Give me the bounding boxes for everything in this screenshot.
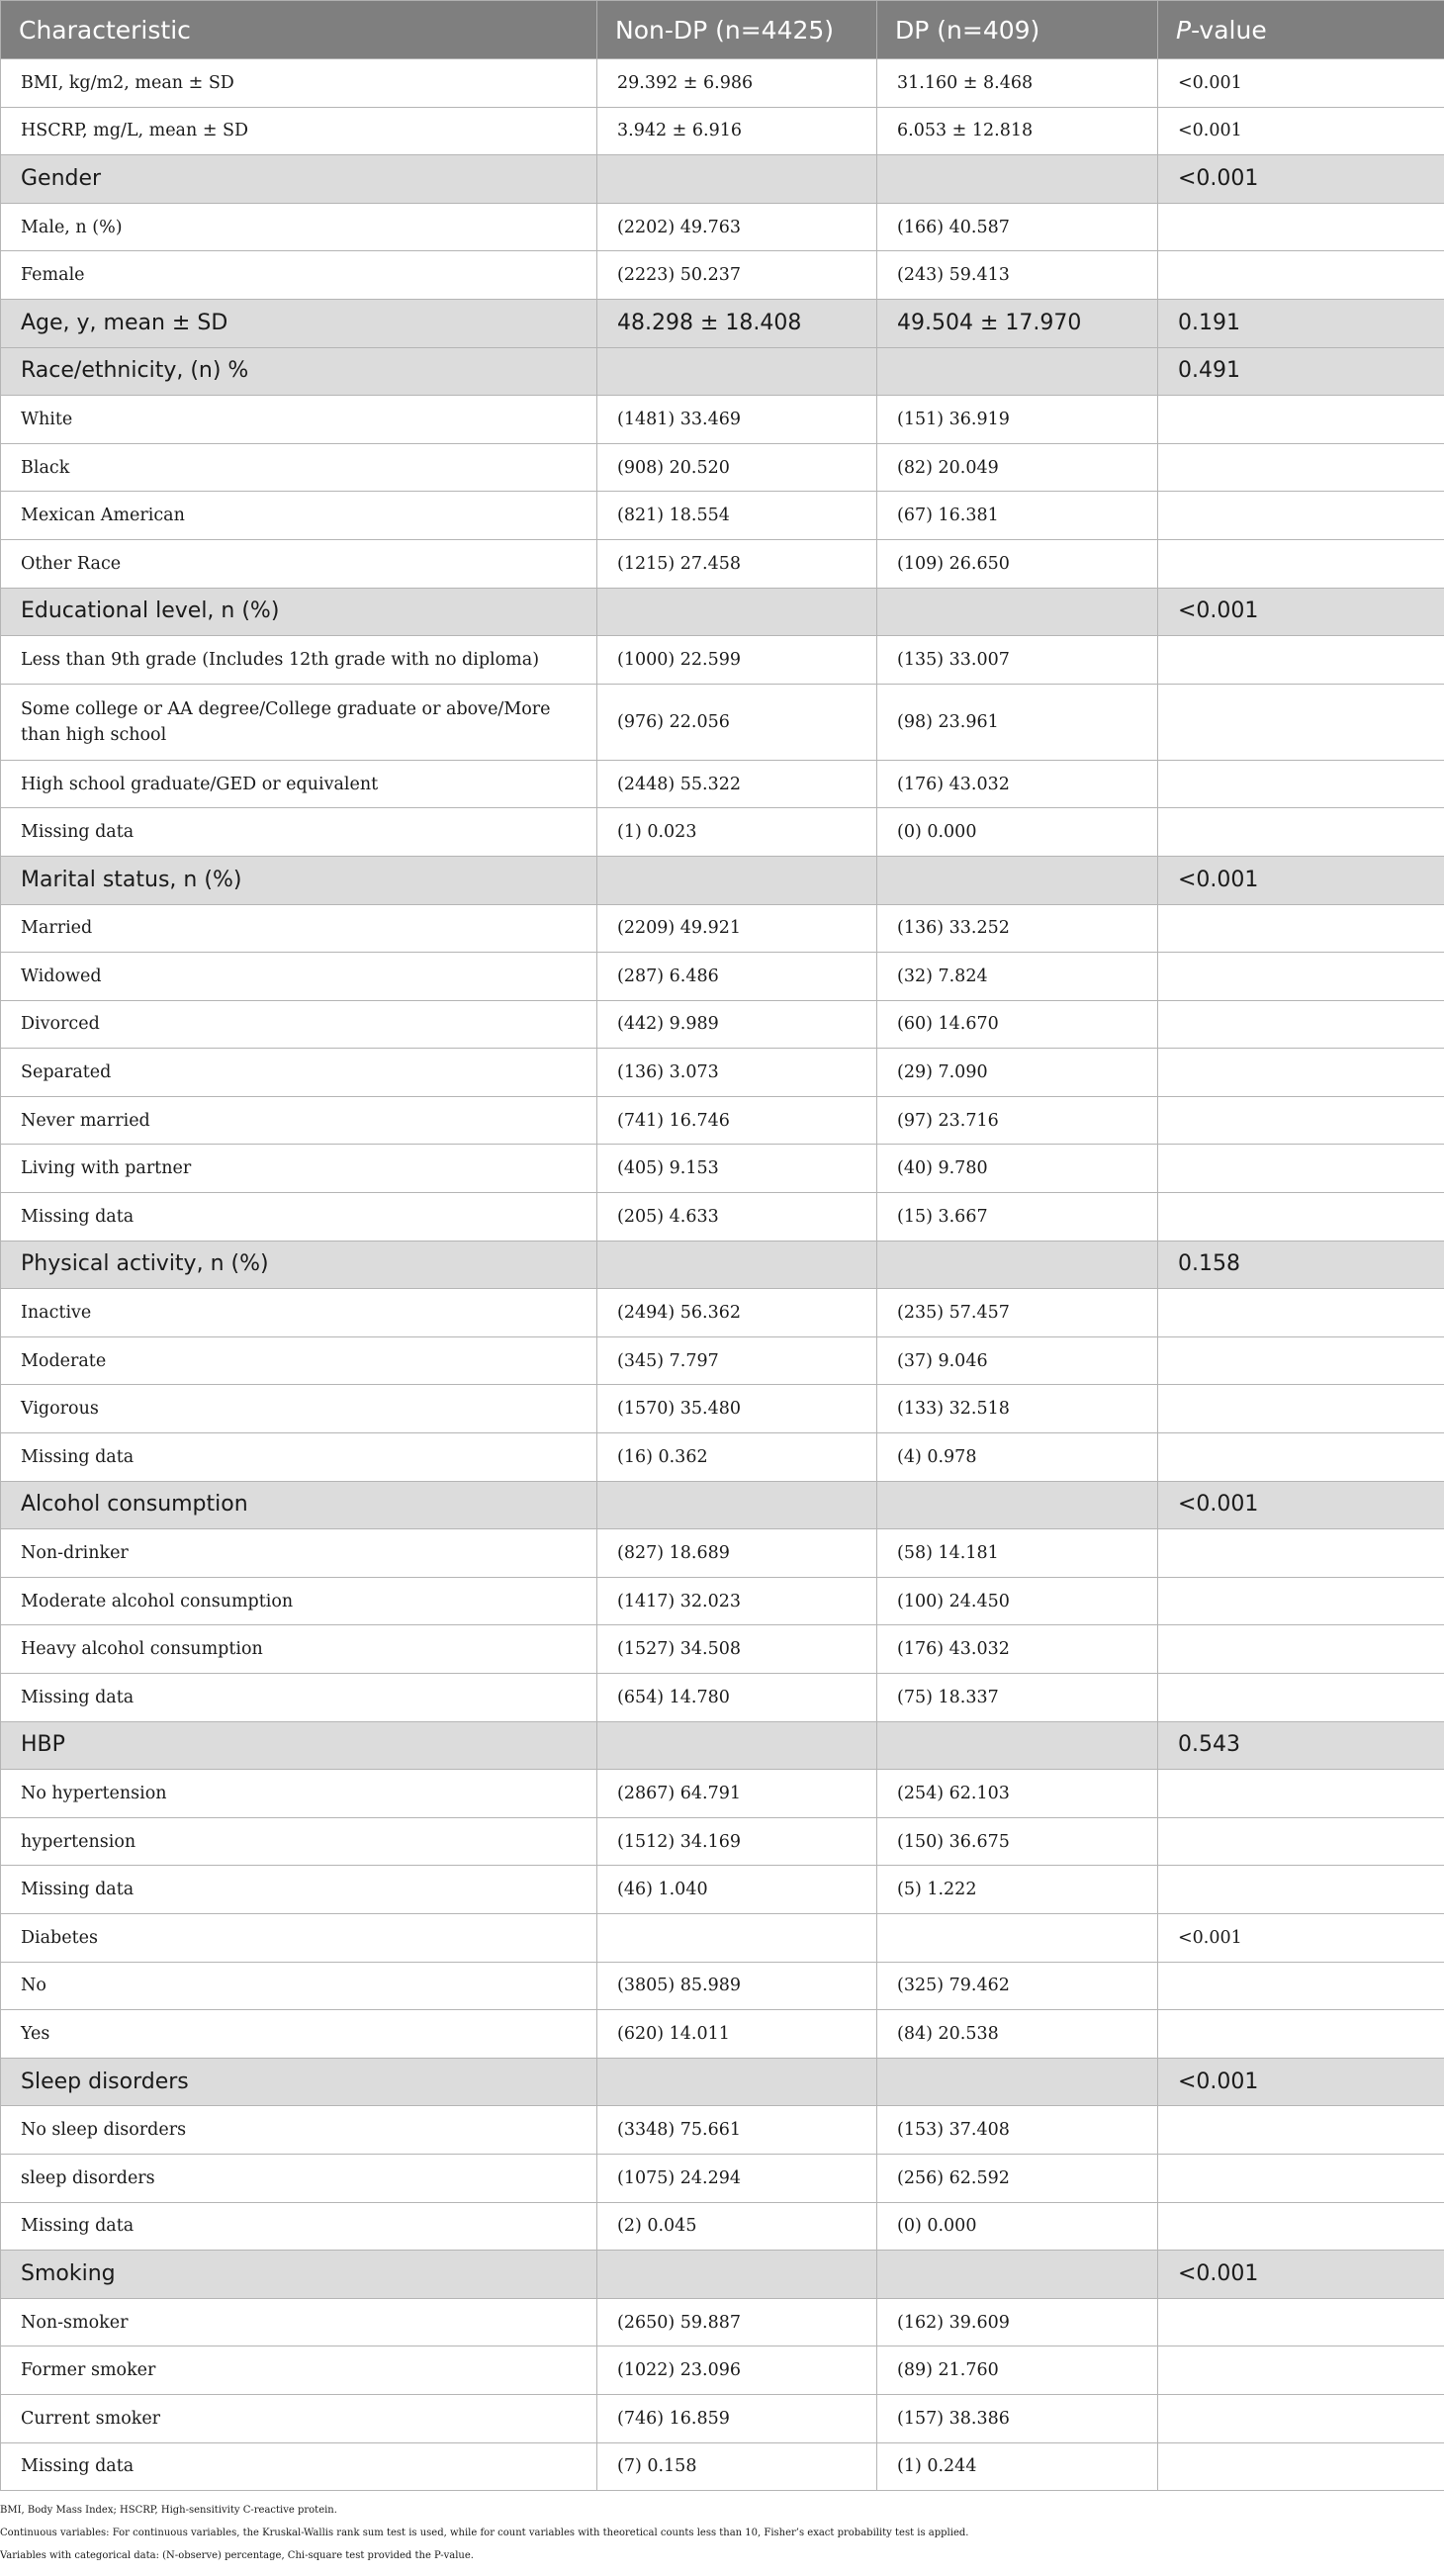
cell-non-dp: (2223) 50.237: [597, 251, 877, 300]
cell-p-value: [1158, 1770, 1444, 1818]
cell-characteristic: Living with partner: [1, 1145, 597, 1193]
table-row: [1, 1433, 1444, 1482]
cell-characteristic: Non-smoker: [1, 2298, 597, 2346]
cell-characteristic: Sleep disorders: [1, 2058, 597, 2106]
cell-non-dp: [597, 1721, 877, 1770]
header-dp: DP (n=409): [877, 1, 1158, 59]
cell-p-value: [1158, 1096, 1444, 1145]
table-row: [1, 1770, 1444, 1818]
cell-non-dp: (3348) 75.661: [597, 2106, 877, 2155]
table-row: [1, 760, 1444, 808]
table-row: [1, 1145, 1444, 1193]
cell-non-dp: (205) 4.633: [597, 1193, 877, 1242]
table-row: [1, 1193, 1444, 1242]
cell-non-dp: (2650) 59.887: [597, 2298, 877, 2346]
cell-non-dp: (345) 7.797: [597, 1336, 877, 1385]
cell-non-dp: (1215) 27.458: [597, 539, 877, 588]
cell-p-value: [1158, 1674, 1444, 1722]
cell-dp: (150) 36.675: [877, 1817, 1158, 1866]
cell-characteristic: Never married: [1, 1096, 597, 1145]
cell-dp: (153) 37.408: [877, 2106, 1158, 2155]
cell-characteristic: High school graduate/GED or equivalent: [1, 760, 597, 808]
cell-p-value: <0.001: [1158, 59, 1444, 108]
cell-p-value: [1158, 953, 1444, 1001]
cell-non-dp: (2209) 49.921: [597, 904, 877, 953]
cell-characteristic: Physical activity, n (%): [1, 1241, 597, 1289]
cell-dp: (151) 36.919: [877, 396, 1158, 444]
cell-dp: (100) 24.450: [877, 1577, 1158, 1625]
cell-characteristic: Missing data: [1, 1674, 597, 1722]
table-row: [1, 636, 1444, 685]
cell-characteristic: Gender: [1, 155, 597, 204]
cell-p-value: <0.001: [1158, 1913, 1444, 1962]
cell-p-value: [1158, 2346, 1444, 2395]
cell-dp: [877, 1481, 1158, 1529]
cell-non-dp: (7) 0.158: [597, 2442, 877, 2491]
cell-characteristic: White: [1, 396, 597, 444]
cell-non-dp: [597, 1241, 877, 1289]
cell-non-dp: (405) 9.153: [597, 1145, 877, 1193]
cell-dp: (37) 9.046: [877, 1336, 1158, 1385]
cell-characteristic: Missing data: [1, 1866, 597, 1914]
cell-p-value: [1158, 808, 1444, 857]
table-row: [1, 904, 1444, 953]
table-group-row: [1, 2058, 1444, 2106]
cell-characteristic: Widowed: [1, 953, 597, 1001]
cell-characteristic: Diabetes: [1, 1913, 597, 1962]
cell-dp: (58) 14.181: [877, 1529, 1158, 1578]
footnote-abbreviations: BMI, Body Mass Index; HSCRP, High-sensitivity C-reactive protein.: [0, 2505, 337, 2516]
cell-characteristic: Current smoker: [1, 2394, 597, 2442]
cell-non-dp: (1527) 34.508: [597, 1625, 877, 1674]
cell-dp: (135) 33.007: [877, 636, 1158, 685]
cell-characteristic: hypertension: [1, 1817, 597, 1866]
cell-p-value: <0.001: [1158, 2251, 1444, 2299]
cell-characteristic: No sleep disorders: [1, 2106, 597, 2155]
cell-p-value: [1158, 1289, 1444, 1337]
cell-p-value: [1158, 1577, 1444, 1625]
table-row: [1, 492, 1444, 540]
cell-non-dp: [597, 588, 877, 636]
table-group-row: [1, 1721, 1444, 1770]
header-characteristic: Characteristic: [1, 1, 597, 59]
cell-characteristic: Black: [1, 443, 597, 492]
cell-dp: (0) 0.000: [877, 808, 1158, 857]
cell-non-dp: (746) 16.859: [597, 2394, 877, 2442]
cell-characteristic: Divorced: [1, 1000, 597, 1049]
cell-non-dp: (2494) 56.362: [597, 1289, 877, 1337]
table-row: [1, 1529, 1444, 1578]
table-row: [1, 2298, 1444, 2346]
cell-characteristic: sleep disorders: [1, 2154, 597, 2202]
header-non-dp: Non-DP (n=4425): [597, 1, 877, 59]
cell-characteristic: Less than 9th grade (Includes 12th grade with no diploma): [1, 636, 597, 685]
cell-characteristic: Moderate: [1, 1336, 597, 1385]
cell-characteristic: Smoking: [1, 2251, 597, 2299]
cell-dp: (40) 9.780: [877, 1145, 1158, 1193]
cell-p-value: [1158, 1433, 1444, 1482]
cell-non-dp: (620) 14.011: [597, 2010, 877, 2059]
table-row: [1, 443, 1444, 492]
cell-characteristic: Other Race: [1, 539, 597, 588]
cell-characteristic: Marital status, n (%): [1, 856, 597, 904]
table-row: [1, 1866, 1444, 1914]
cell-dp: (235) 57.457: [877, 1289, 1158, 1337]
table-row: [1, 1962, 1444, 2010]
cell-non-dp: (1512) 34.169: [597, 1817, 877, 1866]
cell-dp: (176) 43.032: [877, 760, 1158, 808]
cell-dp: (15) 3.667: [877, 1193, 1158, 1242]
cell-non-dp: (1022) 23.096: [597, 2346, 877, 2395]
table-row: [1, 953, 1444, 1001]
table-row: [1, 396, 1444, 444]
cell-p-value: [1158, 2298, 1444, 2346]
cell-non-dp: (1075) 24.294: [597, 2154, 877, 2202]
cell-non-dp: (287) 6.486: [597, 953, 877, 1001]
cell-dp: (157) 38.386: [877, 2394, 1158, 2442]
cell-dp: (75) 18.337: [877, 1674, 1158, 1722]
cell-dp: (84) 20.538: [877, 2010, 1158, 2059]
table-group-row: [1, 155, 1444, 204]
cell-p-value: <0.001: [1158, 107, 1444, 155]
table-row: [1, 1674, 1444, 1722]
header-p-value: [1158, 1, 1444, 59]
cell-characteristic: Married: [1, 904, 597, 953]
cell-non-dp: [597, 1481, 877, 1529]
cell-p-value: [1158, 2394, 1444, 2442]
cell-characteristic: No: [1, 1962, 597, 2010]
cell-non-dp: (16) 0.362: [597, 1433, 877, 1482]
cell-non-dp: (442) 9.989: [597, 1000, 877, 1049]
cell-dp: (162) 39.609: [877, 2298, 1158, 2346]
cell-p-value: [1158, 2154, 1444, 2202]
cell-non-dp: [597, 2251, 877, 2299]
cell-p-value: [1158, 1193, 1444, 1242]
table-body: [1, 59, 1444, 2491]
cell-p-value: [1158, 1000, 1444, 1049]
cell-dp: (32) 7.824: [877, 953, 1158, 1001]
cell-dp: (176) 43.032: [877, 1625, 1158, 1674]
cell-characteristic: Moderate alcohol consumption: [1, 1577, 597, 1625]
table-row: [1, 808, 1444, 857]
table-row: [1, 2442, 1444, 2491]
cell-non-dp: 3.942 ± 6.916: [597, 107, 877, 155]
cell-characteristic: Inactive: [1, 1289, 597, 1337]
cell-characteristic: Missing data: [1, 808, 597, 857]
cell-non-dp: [597, 155, 877, 204]
cell-characteristic: HSCRP, mg/L, mean ± SD: [1, 107, 597, 155]
table-row: [1, 2106, 1444, 2155]
table-row: [1, 203, 1444, 251]
cell-p-value: 0.491: [1158, 347, 1444, 396]
cell-p-value: [1158, 684, 1444, 760]
cell-dp: (243) 59.413: [877, 251, 1158, 300]
cell-dp: (29) 7.090: [877, 1049, 1158, 1097]
cell-non-dp: [597, 856, 877, 904]
table-row: [1, 2394, 1444, 2442]
cell-characteristic: Race/ethnicity, (n) %: [1, 347, 597, 396]
cell-dp: [877, 347, 1158, 396]
cell-characteristic: Female: [1, 251, 597, 300]
cell-p-value: 0.543: [1158, 1721, 1444, 1770]
cell-p-value: [1158, 2202, 1444, 2251]
cell-dp: [877, 1241, 1158, 1289]
cell-dp: (4) 0.978: [877, 1433, 1158, 1482]
cell-characteristic: Age, y, mean ± SD: [1, 299, 597, 347]
cell-non-dp: (46) 1.040: [597, 1866, 877, 1914]
table-group-row: [1, 347, 1444, 396]
cell-dp: (1) 0.244: [877, 2442, 1158, 2491]
cell-dp: (325) 79.462: [877, 1962, 1158, 2010]
cell-characteristic: Former smoker: [1, 2346, 597, 2395]
cell-dp: (98) 23.961: [877, 684, 1158, 760]
cell-non-dp: (2448) 55.322: [597, 760, 877, 808]
cell-p-value: [1158, 1385, 1444, 1433]
cell-non-dp: [597, 1913, 877, 1962]
cell-p-value: [1158, 1625, 1444, 1674]
table-row: [1, 684, 1444, 760]
header-p-value-p: P: [1176, 15, 1192, 45]
cell-p-value: [1158, 1817, 1444, 1866]
cell-non-dp: [597, 347, 877, 396]
cell-p-value: <0.001: [1158, 856, 1444, 904]
table-row: [1, 1817, 1444, 1866]
cell-characteristic: Mexican American: [1, 492, 597, 540]
cell-non-dp: (2) 0.045: [597, 2202, 877, 2251]
cell-non-dp: (2867) 64.791: [597, 1770, 877, 1818]
cell-dp: (136) 33.252: [877, 904, 1158, 953]
cell-non-dp: (821) 18.554: [597, 492, 877, 540]
cell-characteristic: BMI, kg/m2, mean ± SD: [1, 59, 597, 108]
cell-characteristic: Non-drinker: [1, 1529, 597, 1578]
cell-non-dp: (908) 20.520: [597, 443, 877, 492]
cell-p-value: [1158, 1866, 1444, 1914]
table-row: [1, 1385, 1444, 1433]
cell-non-dp: (2202) 49.763: [597, 203, 877, 251]
cell-p-value: [1158, 251, 1444, 300]
cell-non-dp: (1417) 32.023: [597, 1577, 877, 1625]
cell-p-value: [1158, 443, 1444, 492]
cell-dp: (166) 40.587: [877, 203, 1158, 251]
cell-p-value: [1158, 2106, 1444, 2155]
cell-characteristic: Some college or AA degree/College graduate or above/More than high school: [1, 684, 597, 760]
cell-dp: [877, 2251, 1158, 2299]
table-group-row: [1, 1481, 1444, 1529]
cell-non-dp: 29.392 ± 6.986: [597, 59, 877, 108]
cell-dp: [877, 588, 1158, 636]
cell-p-value: [1158, 1145, 1444, 1193]
cell-dp: [877, 1721, 1158, 1770]
table-row: [1, 1336, 1444, 1385]
table-group-row: [1, 588, 1444, 636]
header-p-value-rest: -value: [1191, 15, 1267, 45]
cell-characteristic: Heavy alcohol consumption: [1, 1625, 597, 1674]
cell-characteristic: HBP: [1, 1721, 597, 1770]
table-row: [1, 1913, 1444, 1962]
cell-p-value: <0.001: [1158, 588, 1444, 636]
cell-dp: 31.160 ± 8.468: [877, 59, 1158, 108]
cell-dp: [877, 1913, 1158, 1962]
cell-p-value: [1158, 1049, 1444, 1097]
cell-non-dp: (1481) 33.469: [597, 396, 877, 444]
cell-dp: (5) 1.222: [877, 1866, 1158, 1914]
cell-non-dp: (976) 22.056: [597, 684, 877, 760]
cell-non-dp: [597, 2058, 877, 2106]
table-row: [1, 107, 1444, 155]
cell-non-dp: (136) 3.073: [597, 1049, 877, 1097]
cell-non-dp: (654) 14.780: [597, 1674, 877, 1722]
cell-non-dp: (741) 16.746: [597, 1096, 877, 1145]
table-row: [1, 59, 1444, 108]
cell-characteristic: Alcohol consumption: [1, 1481, 597, 1529]
cell-non-dp: (1) 0.023: [597, 808, 877, 857]
cell-characteristic: Educational level, n (%): [1, 588, 597, 636]
cell-non-dp: (1570) 35.480: [597, 1385, 877, 1433]
cell-p-value: [1158, 636, 1444, 685]
table-row: [1, 1049, 1444, 1097]
cell-non-dp: 48.298 ± 18.408: [597, 299, 877, 347]
cell-p-value: <0.001: [1158, 1481, 1444, 1529]
table-row: [1, 1096, 1444, 1145]
cell-p-value: [1158, 396, 1444, 444]
cell-characteristic: No hypertension: [1, 1770, 597, 1818]
cell-p-value: [1158, 2442, 1444, 2491]
cell-characteristic: Missing data: [1, 2202, 597, 2251]
cell-p-value: [1158, 760, 1444, 808]
table-row: [1, 251, 1444, 300]
cell-dp: (60) 14.670: [877, 1000, 1158, 1049]
cell-dp: (89) 21.760: [877, 2346, 1158, 2395]
table-row: [1, 2202, 1444, 2251]
cell-non-dp: (827) 18.689: [597, 1529, 877, 1578]
cell-dp: (0) 0.000: [877, 2202, 1158, 2251]
cell-dp: [877, 2058, 1158, 2106]
cell-p-value: [1158, 904, 1444, 953]
table-row: [1, 1000, 1444, 1049]
cell-p-value: [1158, 1962, 1444, 2010]
table-group-row: [1, 299, 1444, 347]
cell-characteristic: Separated: [1, 1049, 597, 1097]
table-group-row: [1, 1241, 1444, 1289]
cell-dp: (109) 26.650: [877, 539, 1158, 588]
cell-p-value: 0.191: [1158, 299, 1444, 347]
footnote-continuous-variables: Continuous variables: For continuous variables, the Kruskal-Wallis rank sum test is used, while for count variables with theoretical counts less than 10, Fisher’s exact probability test is applied.: [0, 2528, 969, 2538]
table-group-row: [1, 2251, 1444, 2299]
footnote-categorical-variables: Variables with categorical data: (N-observe) percentage, Chi-square test provided the P-value.: [0, 2550, 474, 2561]
cell-dp: (97) 23.716: [877, 1096, 1158, 1145]
cell-p-value: [1158, 492, 1444, 540]
table-row: [1, 2154, 1444, 2202]
cell-non-dp: (1000) 22.599: [597, 636, 877, 685]
cell-characteristic: Missing data: [1, 2442, 597, 2491]
cell-p-value: [1158, 1529, 1444, 1578]
cell-dp: [877, 155, 1158, 204]
cell-p-value: <0.001: [1158, 2058, 1444, 2106]
cell-dp: (256) 62.592: [877, 2154, 1158, 2202]
cell-dp: (254) 62.103: [877, 1770, 1158, 1818]
table-header-row: [1, 1, 1444, 59]
table-row: [1, 539, 1444, 588]
table-group-row: [1, 856, 1444, 904]
cell-dp: 6.053 ± 12.818: [877, 107, 1158, 155]
cell-non-dp: (3805) 85.989: [597, 1962, 877, 2010]
cell-dp: [877, 856, 1158, 904]
cell-p-value: 0.158: [1158, 1241, 1444, 1289]
table-row: [1, 1577, 1444, 1625]
table-footnotes: [0, 2499, 1444, 2567]
table-row: [1, 2010, 1444, 2059]
cell-characteristic: Missing data: [1, 1193, 597, 1242]
cell-dp: (133) 32.518: [877, 1385, 1158, 1433]
cell-characteristic: Yes: [1, 2010, 597, 2059]
cell-dp: (82) 20.049: [877, 443, 1158, 492]
cell-p-value: [1158, 1336, 1444, 1385]
cell-p-value: [1158, 539, 1444, 588]
cell-p-value: <0.001: [1158, 155, 1444, 204]
cell-dp: (67) 16.381: [877, 492, 1158, 540]
table-row: [1, 1625, 1444, 1674]
cell-p-value: [1158, 2010, 1444, 2059]
cell-characteristic: Missing data: [1, 1433, 597, 1482]
cell-dp: 49.504 ± 17.970: [877, 299, 1158, 347]
cell-p-value: [1158, 203, 1444, 251]
table-row: [1, 2346, 1444, 2395]
table-row: [1, 1289, 1444, 1337]
cell-characteristic: Male, n (%): [1, 203, 597, 251]
cell-characteristic: Vigorous: [1, 1385, 597, 1433]
